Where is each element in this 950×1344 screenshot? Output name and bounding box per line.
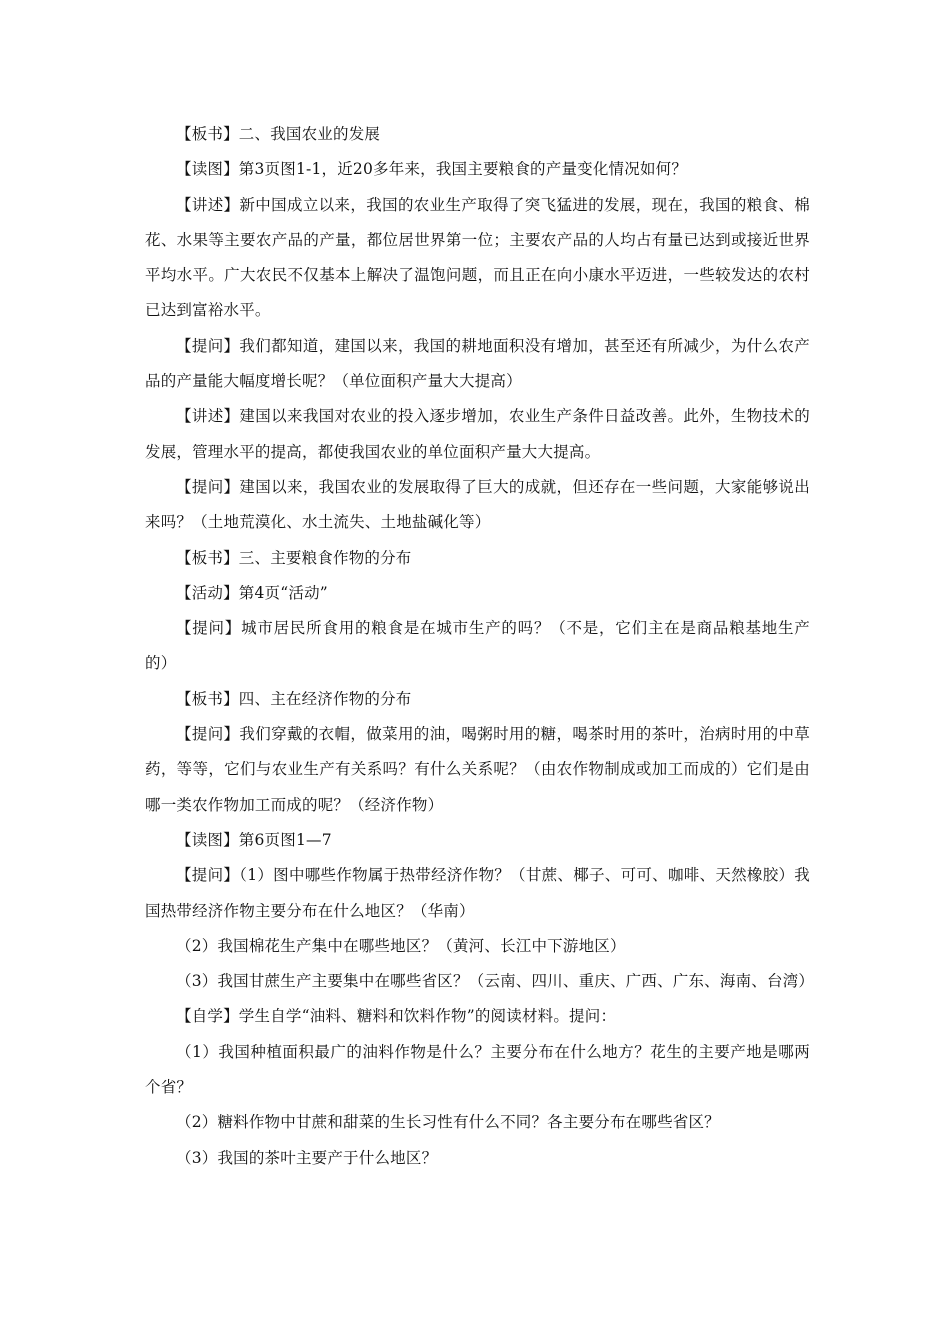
paragraph: （3）我国甘蔗生产主要集中在哪些省区？（云南、四川、重庆、广西、广东、海南、台湾） <box>176 972 815 991</box>
paragraph: 【讲述】建国以来我国对农业的投入逐步增加，农业生产条件日益改善。此外，生物技术的发展，管理水平的提高，都使我国农业的单位面积产量大大提高。 <box>145 407 810 461</box>
paragraph: 【讲述】新中国成立以来，我国的农业生产取得了突飞猛进的发展，现在，我国的粮食、棉花、水果等主要农产品的产量，都位居世界第一位；主要农产品的人均占有量已达到或接近世界平均水平。广大农民不仅基本上解决了温饱问题，而且正在向小康水平迈进，一些较发达的农村已达到富裕水平。 <box>145 195 810 320</box>
paragraph: 【活动】第4页“活动” <box>176 583 328 602</box>
document-body <box>145 117 815 1176</box>
paragraph: 【板书】二、我国农业的发展 <box>176 125 381 143</box>
paragraph: 【提问】城市居民所食用的粮食是在城市生产的吗？（不是，它们主在是商品粮基地生产的） <box>145 619 810 673</box>
paragraph: 【提问】我们穿戴的衣帽，做菜用的油，喝粥时用的糖，喝茶时用的茶叶，治病时用的中草药，等等，它们与农业生产有关系吗？有什么关系呢？（由农作物制成或加工而成的）它们是由哪一类农作物加工而成的呢？（经济作物） <box>145 725 810 814</box>
paragraph: （2）我国棉花生产集中在哪些地区？（黄河、长江中下游地区） <box>176 936 626 955</box>
paragraph: 【提问】建国以来，我国农业的发展取得了巨大的成就，但还存在一些问题，大家能够说出来吗？（土地荒漠化、水土流失、土地盐碱化等） <box>145 477 810 532</box>
paragraph: 【板书】三、主要粮食作物的分布 <box>176 548 412 567</box>
paragraph: （3）我国的茶叶主要产于什么地区？ <box>176 1148 438 1167</box>
paragraph: （1）我国种植面积最广的油料作物是什么？主要分布在什么地方？花生的主要产地是哪两个省？ <box>145 1042 810 1097</box>
paragraph: 【提问】我们都知道，建国以来，我国的耕地面积没有增加，甚至还有所减少，为什么农产品的产量能大幅度增长呢？（单位面积产量大大提高） <box>145 336 810 391</box>
paragraph: 【提问】（1）图中哪些作物属于热带经济作物？（甘蔗、椰子、可可、咖啡、天然橡胶）我国热带经济作物主要分布在什么地区？（华南） <box>145 866 810 920</box>
paragraph: （2）糖料作物中甘蔗和甜菜的生长习性有什么不同？各主要分布在哪些省区？ <box>176 1113 720 1132</box>
paragraph: 【板书】四、主在经济作物的分布 <box>176 689 412 708</box>
paragraph: 【读图】第3页图1-1，近20多年来，我国主要粮食的产量变化情况如何？ <box>176 160 688 179</box>
paragraph: 【读图】第6页图1—7 <box>176 830 332 849</box>
paragraph: 【自学】学生自学“油料、糖料和饮料作物”的阅读材料。提问： <box>176 1007 617 1026</box>
